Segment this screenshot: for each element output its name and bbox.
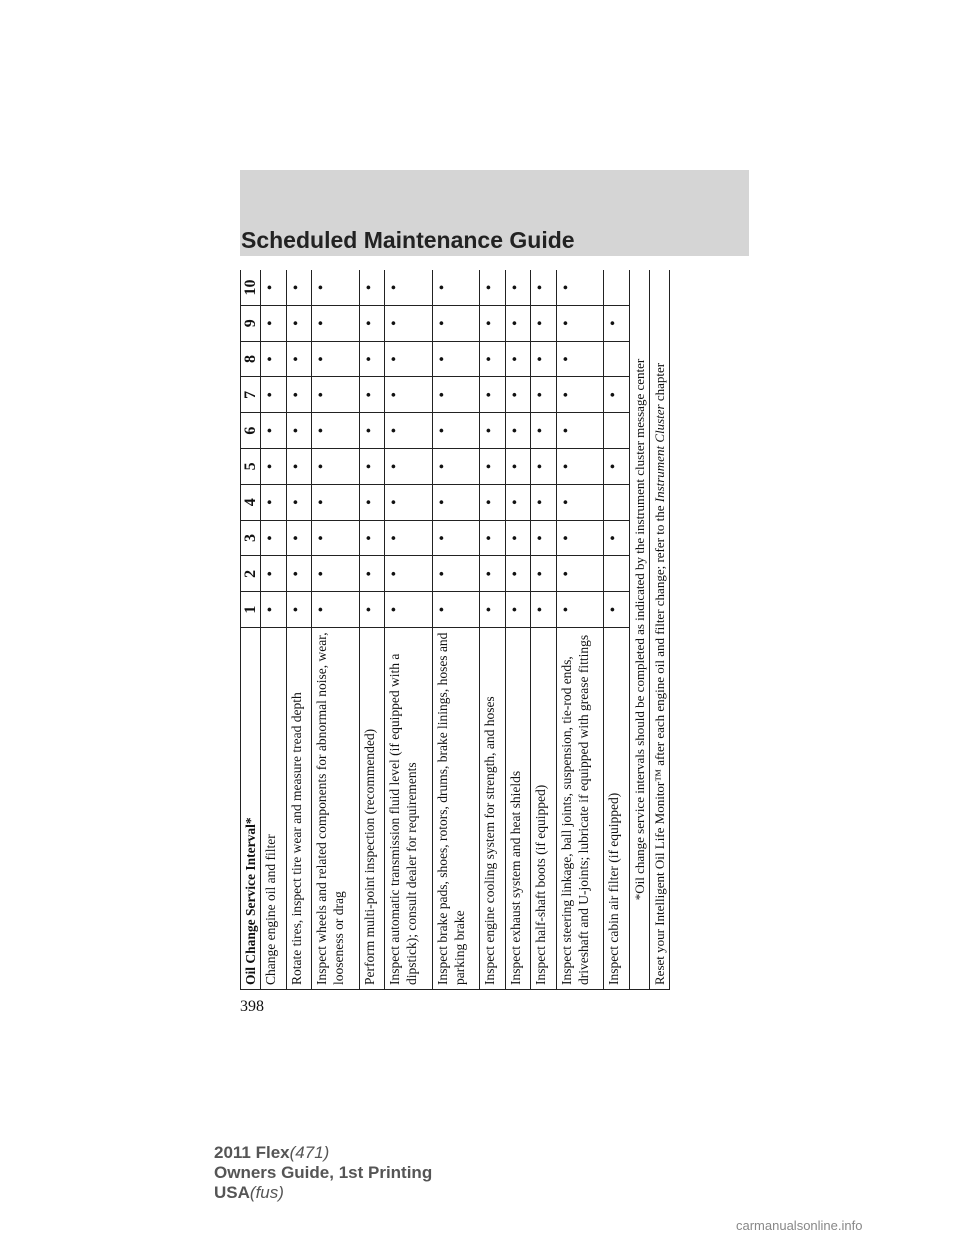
interval-check-1: • bbox=[505, 592, 531, 628]
interval-check-6: • bbox=[505, 413, 531, 449]
interval-check-10: • bbox=[261, 270, 287, 305]
interval-check-8: • bbox=[432, 341, 479, 377]
interval-check-8: • bbox=[531, 341, 557, 377]
interval-check-6: • bbox=[480, 413, 506, 449]
interval-check-8: • bbox=[286, 341, 312, 377]
footnote-row bbox=[630, 270, 650, 990]
footer-model: 2011 Flex bbox=[214, 1143, 290, 1162]
maintenance-schedule-table bbox=[240, 270, 670, 990]
interval-check-2: • bbox=[432, 556, 479, 592]
page-number: 398 bbox=[240, 998, 264, 1015]
interval-check-9: • bbox=[359, 305, 385, 341]
interval-check-3: • bbox=[432, 520, 479, 556]
footer-market-line bbox=[214, 1183, 432, 1203]
table-title: Oil Change Service Interval* bbox=[241, 628, 261, 990]
interval-check-4: • bbox=[531, 484, 557, 520]
site-watermark: carmanualsonline.info bbox=[736, 1218, 863, 1233]
interval-check-9: • bbox=[556, 305, 603, 341]
interval-check-1: • bbox=[359, 592, 385, 628]
section-title: Scheduled Maintenance Guide bbox=[241, 227, 575, 253]
interval-check-3: • bbox=[385, 520, 432, 556]
interval-check-10: • bbox=[505, 270, 531, 305]
table-body bbox=[261, 270, 630, 990]
interval-check-5: • bbox=[531, 449, 557, 485]
table-row bbox=[261, 270, 287, 990]
interval-header-10: 10 bbox=[241, 270, 261, 305]
interval-header-8: 8 bbox=[241, 341, 261, 377]
interval-check-3: • bbox=[556, 520, 603, 556]
interval-check-5: • bbox=[604, 449, 630, 485]
interval-check-8: • bbox=[385, 341, 432, 377]
interval-header-4: 4 bbox=[241, 484, 261, 520]
interval-check-5: • bbox=[432, 449, 479, 485]
interval-check-10: • bbox=[359, 270, 385, 305]
interval-check-7: • bbox=[286, 377, 312, 413]
interval-check-5: • bbox=[261, 449, 287, 485]
footnote: *Oil change service intervals should be completed as indicated by the instrument cluster message center bbox=[630, 270, 650, 990]
interval-check-4: • bbox=[312, 484, 359, 520]
interval-check-4: • bbox=[505, 484, 531, 520]
interval-check-3: • bbox=[531, 520, 557, 556]
interval-check-10: • bbox=[480, 270, 506, 305]
interval-check-7: • bbox=[261, 377, 287, 413]
service-item-label: Inspect cabin air filter (if equipped) bbox=[604, 628, 630, 990]
interval-check-1: • bbox=[286, 592, 312, 628]
interval-check-3: • bbox=[480, 520, 506, 556]
interval-check-9: • bbox=[480, 305, 506, 341]
reset-note-row bbox=[650, 270, 670, 990]
interval-check-3: • bbox=[505, 520, 531, 556]
interval-header-5: 5 bbox=[241, 449, 261, 485]
table-row bbox=[385, 270, 432, 990]
table-row bbox=[432, 270, 479, 990]
interval-check-10: • bbox=[432, 270, 479, 305]
interval-check-1: • bbox=[531, 592, 557, 628]
interval-check-8: • bbox=[261, 341, 287, 377]
interval-check-5: • bbox=[480, 449, 506, 485]
interval-check-2: • bbox=[359, 556, 385, 592]
interval-check-9: • bbox=[286, 305, 312, 341]
interval-check-7: • bbox=[480, 377, 506, 413]
interval-check-10: • bbox=[312, 270, 359, 305]
interval-check-7: • bbox=[312, 377, 359, 413]
interval-check-2: • bbox=[480, 556, 506, 592]
service-item-label: Inspect half-shaft boots (if equipped) bbox=[531, 628, 557, 990]
interval-check-9: • bbox=[312, 305, 359, 341]
interval-check-2: • bbox=[385, 556, 432, 592]
interval-check-7: • bbox=[604, 377, 630, 413]
interval-check-2: • bbox=[531, 556, 557, 592]
interval-check-2: • bbox=[261, 556, 287, 592]
footer-printing: Owners Guide, 1st Printing bbox=[214, 1163, 433, 1182]
interval-check-8: • bbox=[312, 341, 359, 377]
interval-check-6: • bbox=[385, 413, 432, 449]
interval-check-5: • bbox=[359, 449, 385, 485]
interval-check-8: • bbox=[359, 341, 385, 377]
table-row bbox=[604, 270, 630, 990]
interval-check-10 bbox=[604, 270, 630, 305]
interval-check-6: • bbox=[432, 413, 479, 449]
table-row bbox=[480, 270, 506, 990]
reset-note-prefix: Reset your Intelligent Oil Life Monitor™ after each engine oil and filter change; refer to the bbox=[652, 502, 667, 985]
interval-check-4: • bbox=[556, 484, 603, 520]
footer-model-line bbox=[214, 1143, 432, 1163]
interval-check-6: • bbox=[286, 413, 312, 449]
footer-model-code: (471) bbox=[289, 1143, 330, 1162]
rotated-table-frame bbox=[240, 270, 670, 990]
interval-check-4: • bbox=[385, 484, 432, 520]
interval-check-1: • bbox=[556, 592, 603, 628]
interval-check-9: • bbox=[385, 305, 432, 341]
reset-note-reference: Instrument Cluster bbox=[652, 404, 667, 503]
interval-check-9: • bbox=[261, 305, 287, 341]
table-row bbox=[286, 270, 312, 990]
interval-check-8: • bbox=[556, 341, 603, 377]
interval-check-6: • bbox=[359, 413, 385, 449]
interval-check-5: • bbox=[556, 449, 603, 485]
interval-header-2: 2 bbox=[241, 556, 261, 592]
interval-check-5: • bbox=[312, 449, 359, 485]
interval-check-7: • bbox=[359, 377, 385, 413]
interval-check-7: • bbox=[505, 377, 531, 413]
interval-check-4: • bbox=[480, 484, 506, 520]
interval-check-1: • bbox=[604, 592, 630, 628]
interval-check-3: • bbox=[286, 520, 312, 556]
interval-check-9: • bbox=[432, 305, 479, 341]
interval-header-7: 7 bbox=[241, 377, 261, 413]
service-item-label: Inspect steering linkage, ball joints, suspension, tie-rod ends, driveshaft and U-joints; lubricate if equipped with grease fittings bbox=[556, 628, 603, 990]
interval-check-5: • bbox=[505, 449, 531, 485]
interval-check-8: • bbox=[505, 341, 531, 377]
interval-check-1: • bbox=[312, 592, 359, 628]
interval-check-5: • bbox=[286, 449, 312, 485]
interval-check-1: • bbox=[432, 592, 479, 628]
interval-check-2: • bbox=[286, 556, 312, 592]
interval-check-2: • bbox=[312, 556, 359, 592]
interval-check-1: • bbox=[480, 592, 506, 628]
interval-check-7: • bbox=[531, 377, 557, 413]
interval-check-3: • bbox=[359, 520, 385, 556]
interval-check-10: • bbox=[556, 270, 603, 305]
service-item-label: Inspect automatic transmission fluid level (if equipped with a dipstick); consult dealer for requirements bbox=[385, 628, 432, 990]
interval-header-3: 3 bbox=[241, 520, 261, 556]
interval-check-9: • bbox=[531, 305, 557, 341]
interval-check-7: • bbox=[385, 377, 432, 413]
table-row bbox=[531, 270, 557, 990]
table-row bbox=[556, 270, 603, 990]
interval-check-9: • bbox=[604, 305, 630, 341]
service-item-label: Perform multi-point inspection (recommended) bbox=[359, 628, 385, 990]
maintenance-table-container bbox=[240, 270, 670, 990]
table-row bbox=[312, 270, 359, 990]
footer-market: USA bbox=[214, 1183, 250, 1202]
interval-check-4: • bbox=[432, 484, 479, 520]
footer-printing-line bbox=[214, 1163, 432, 1183]
interval-check-7: • bbox=[432, 377, 479, 413]
service-item-label: Inspect brake pads, shoes, rotors, drums, brake linings, hoses and parking brake bbox=[432, 628, 479, 990]
table-header-row bbox=[241, 270, 261, 990]
interval-check-10: • bbox=[286, 270, 312, 305]
table-row bbox=[505, 270, 531, 990]
service-item-label: Rotate tires, inspect tire wear and measure tread depth bbox=[286, 628, 312, 990]
interval-check-1: • bbox=[261, 592, 287, 628]
service-item-label: Inspect wheels and related components for abnormal noise, wear, looseness or drag bbox=[312, 628, 359, 990]
interval-header-6: 6 bbox=[241, 413, 261, 449]
reset-note bbox=[650, 270, 670, 990]
interval-check-2: • bbox=[556, 556, 603, 592]
interval-header-1: 1 bbox=[241, 592, 261, 628]
table-row bbox=[359, 270, 385, 990]
interval-check-10: • bbox=[385, 270, 432, 305]
service-item-label: Change engine oil and filter bbox=[261, 628, 287, 990]
interval-check-6 bbox=[604, 413, 630, 449]
interval-check-2: • bbox=[505, 556, 531, 592]
interval-check-4: • bbox=[286, 484, 312, 520]
interval-check-4: • bbox=[261, 484, 287, 520]
interval-check-6: • bbox=[531, 413, 557, 449]
interval-check-2 bbox=[604, 556, 630, 592]
interval-check-3: • bbox=[261, 520, 287, 556]
interval-check-6: • bbox=[312, 413, 359, 449]
interval-check-8: • bbox=[480, 341, 506, 377]
interval-check-9: • bbox=[505, 305, 531, 341]
interval-check-6: • bbox=[261, 413, 287, 449]
reset-note-suffix: chapter bbox=[652, 362, 667, 405]
interval-check-10: • bbox=[531, 270, 557, 305]
interval-check-5: • bbox=[385, 449, 432, 485]
interval-check-3: • bbox=[312, 520, 359, 556]
interval-check-4 bbox=[604, 484, 630, 520]
service-item-label: Inspect exhaust system and heat shields bbox=[505, 628, 531, 990]
print-footer bbox=[214, 1143, 432, 1203]
footer-market-code: (fus) bbox=[249, 1183, 284, 1202]
interval-check-7: • bbox=[556, 377, 603, 413]
interval-check-1: • bbox=[385, 592, 432, 628]
interval-check-4: • bbox=[359, 484, 385, 520]
interval-check-3: • bbox=[604, 520, 630, 556]
interval-check-8 bbox=[604, 341, 630, 377]
interval-header-9: 9 bbox=[241, 305, 261, 341]
service-item-label: Inspect engine cooling system for strength, and hoses bbox=[480, 628, 506, 990]
interval-check-6: • bbox=[556, 413, 603, 449]
